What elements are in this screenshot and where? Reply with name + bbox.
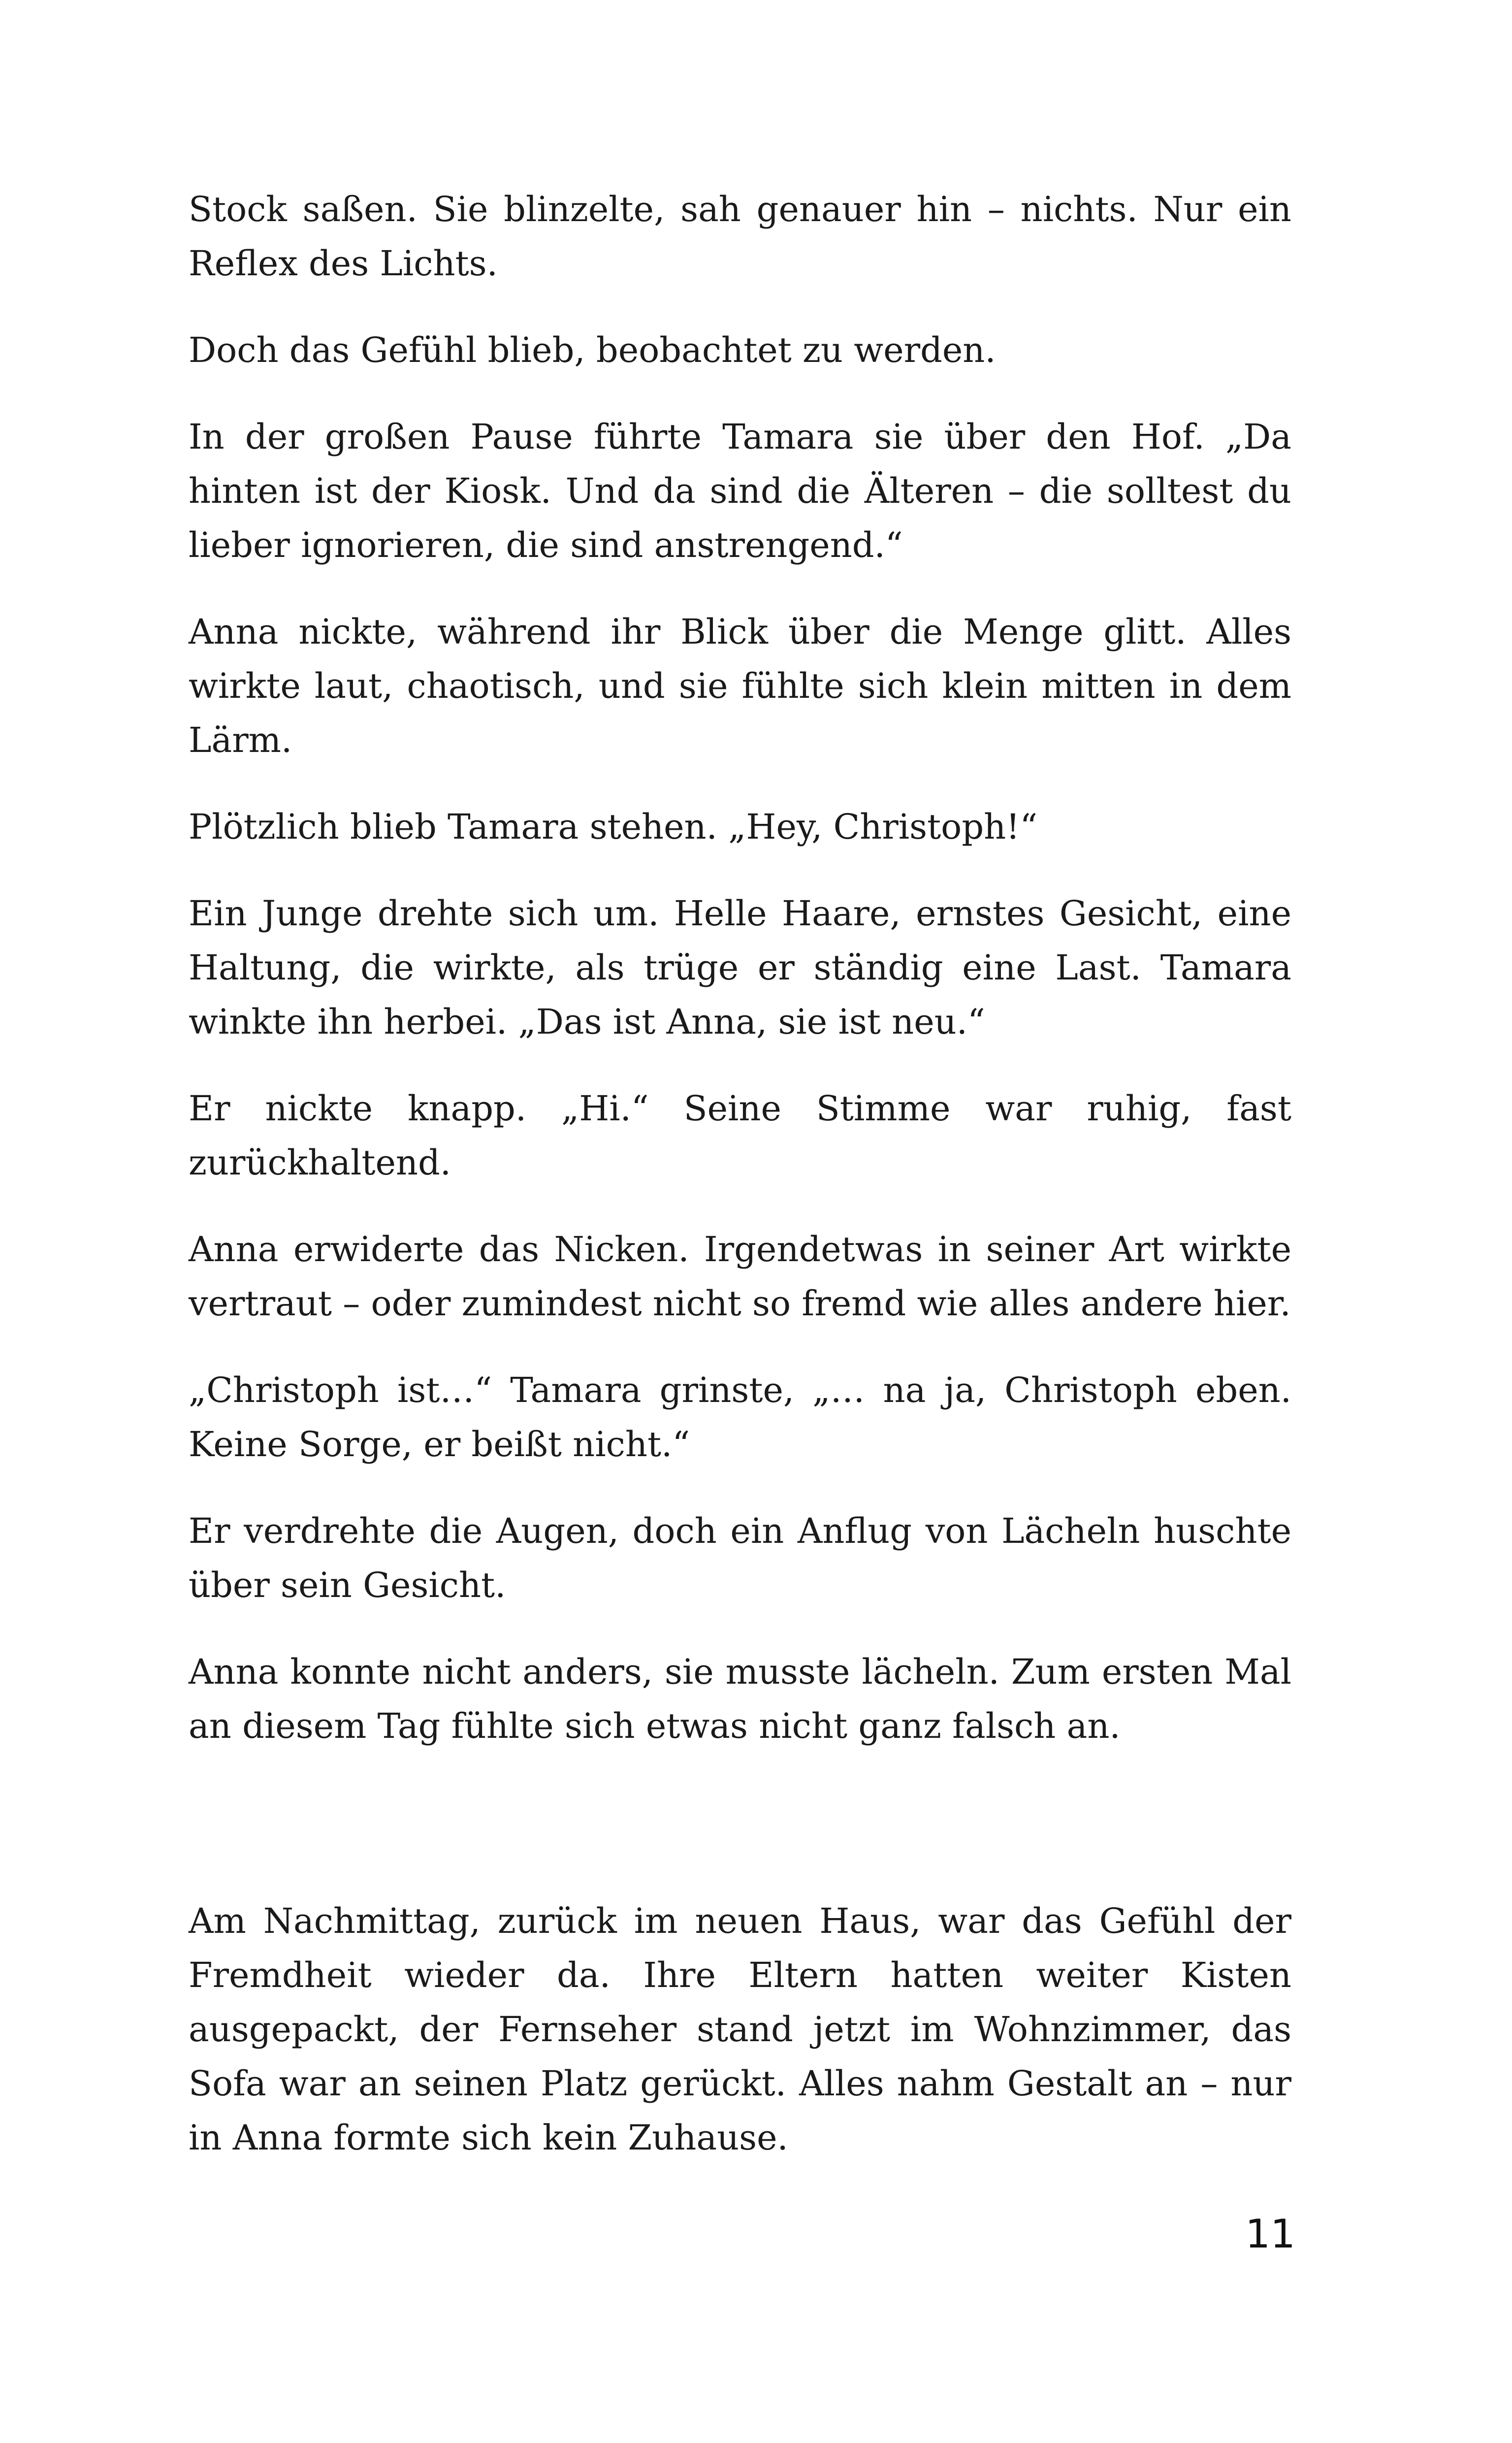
paragraph: Doch das Gefühl blieb, beobachtet zu werden. <box>189 330 996 370</box>
paragraph: Anna erwiderte das Nicken. Irgendetwas in seiner Art wirkte vertraut – oder zumindest nicht so fremd wie alles andere hier. <box>189 1229 1291 1324</box>
body-text <box>189 182 1291 2197</box>
paragraph: Anna nickte, während ihr Blick über die Menge glitt. Alles wirkte laut, chaotisch, und sie fühlte sich klein mitten in dem Lärm. <box>189 612 1291 760</box>
paragraph: Anna konnte nicht anders, sie musste lächeln. Zum ersten Mal an diesem Tag fühlte sich etwas nicht ganz falsch an. <box>189 1652 1291 1746</box>
page-number: 11 <box>1245 2211 1295 2257</box>
paragraph: Ein Junge drehte sich um. Helle Haare, ernstes Gesicht, eine Haltung, die wirkte, als trüge er ständig eine Last. Tamara winkte ihn herbei. „Das ist Anna, sie ist neu.“ <box>189 893 1291 1042</box>
paragraph: Plötzlich blieb Tamara stehen. „Hey, Christoph!“ <box>189 807 1038 847</box>
paragraph: Er nickte knapp. „Hi.“ Seine Stimme war ruhig, fast zurückhaltend. <box>189 1088 1291 1183</box>
paragraph: „Christoph ist…“ Tamara grinste, „… na ja, Christoph eben. Keine Sorge, er beißt nicht.“ <box>189 1370 1291 1465</box>
paragraph: Stock saßen. Sie blinzelte, sah genauer hin – nichts. Nur ein Reflex des Lichts. <box>189 189 1291 284</box>
paragraph: In der großen Pause führte Tamara sie über den Hof. „Da hinten ist der Kiosk. Und da sind die Älteren – die solltest du lieber ignorieren, die sind anstrengend.“ <box>189 417 1291 565</box>
paragraph: Er verdrehte die Augen, doch ein Anflug von Lächeln huschte über sein Gesicht. <box>189 1511 1291 1605</box>
paragraph: Am Nachmittag, zurück im neuen Haus, war das Gefühl der Fremdheit wieder da. Ihre Eltern hatten weiter Kisten ausgepackt, der Fernseher stand jetzt im Wohnzimmer, das Sofa war an seinen Platz gerückt. Alles nahm Gestalt an – nur in Anna formte sich kein Zuhause. <box>189 1901 1291 2158</box>
